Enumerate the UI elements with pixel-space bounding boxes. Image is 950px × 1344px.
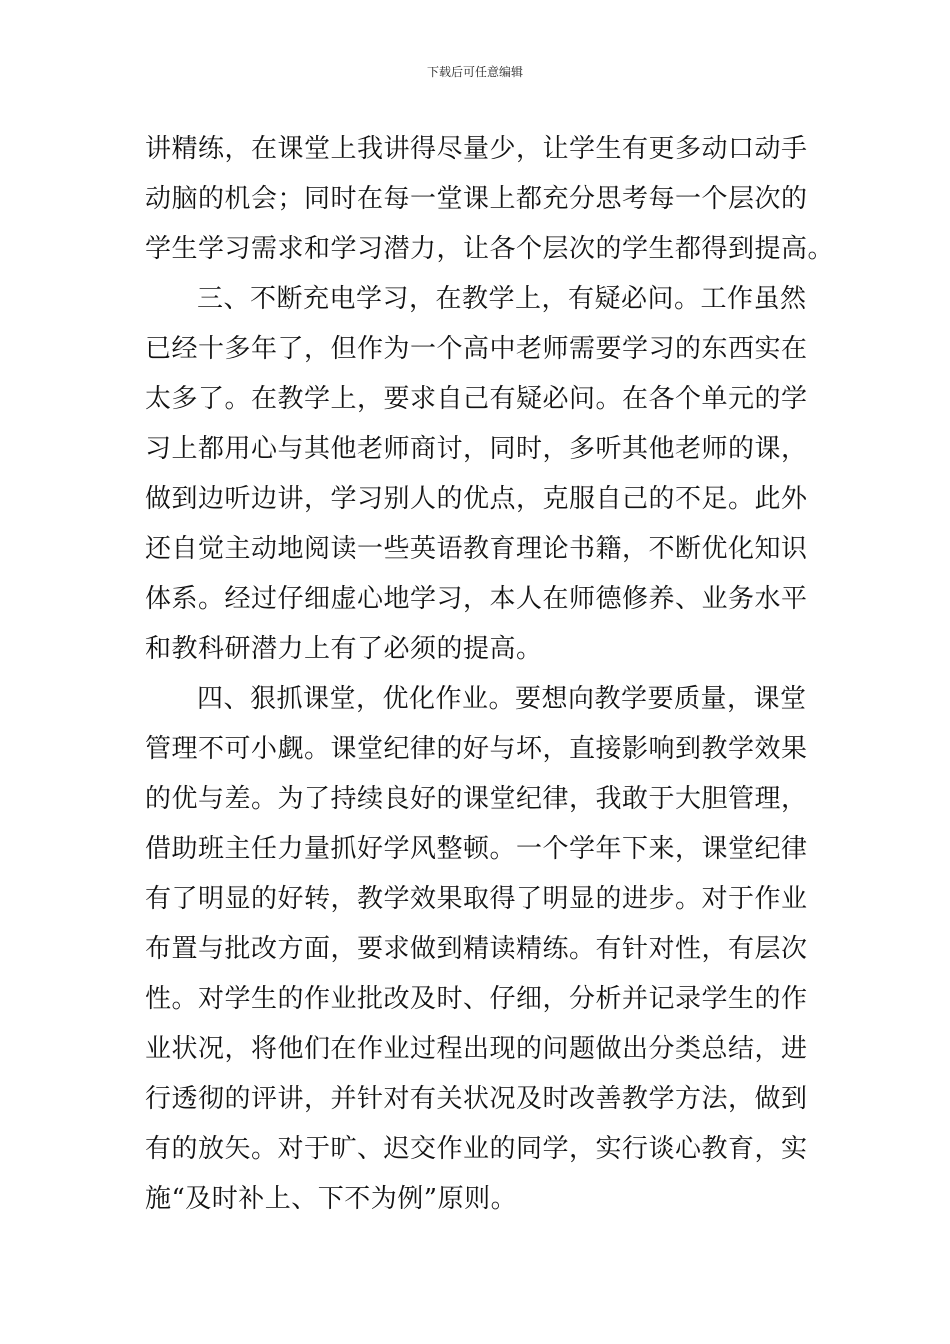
text-line: 业状况，将他们在作业过程出现的问题做出分类总结，进 (145, 1034, 808, 1064)
text-line: 性。对学生的作业批改及时、仔细，分析并记录学生的作 (145, 984, 808, 1014)
text-line: 管理不可小觑。课堂纪律的好与坏，直接影响到教学效果 (145, 734, 808, 764)
text-line: 已经十多年了，但作为一个高中老师需要学习的东西实在 (145, 334, 808, 364)
text-line: 还自觉主动地阅读一些英语教育理论书籍，不断优化知识 (145, 534, 808, 564)
text-line: 借助班主任力量抓好学风整顿。一个学年下来，课堂纪律 (145, 834, 808, 864)
text-line: 学生学习需求和学习潜力，让各个层次的学生都得到提高。 (145, 234, 835, 264)
text-line: 和教科研潜力上有了必须的提高。 (145, 634, 543, 664)
paragraph-start-line: 三、不断充电学习，在教学上，有疑必问。工作虽然 (197, 284, 807, 314)
text-line: 讲精练，在课堂上我讲得尽量少，让学生有更多动口动手 (145, 134, 808, 164)
document-body (145, 124, 835, 1224)
text-line: 有的放矢。对于旷、迟交作业的同学，实行谈心教育，实 (145, 1134, 808, 1164)
text-line: 施“及时补上、下不为例”原则。 (145, 1184, 518, 1214)
paragraph-start-line: 四、狠抓课堂，优化作业。要想向教学要质量，课堂 (197, 684, 807, 714)
text-line: 习上都用心与其他老师商讨，同时，多听其他老师的课， (145, 434, 808, 464)
text-line: 体系。经过仔细虚心地学习，本人在师德修养、业务水平 (145, 584, 808, 614)
text-line: 有了明显的好转，教学效果取得了明显的进步。对于作业 (145, 884, 808, 914)
text-line: 太多了。在教学上，要求自己有疑必问。在各个单元的学 (145, 384, 808, 414)
text-line: 的优与差。为了持续良好的课堂纪律，我敢于大胆管理， (145, 784, 808, 814)
page-header: 下载后可任意编辑 (426, 65, 523, 79)
text-line: 动脑的机会；同时在每一堂课上都充分思考每一个层次的 (145, 184, 808, 214)
text-line: 行透彻的评讲，并针对有关状况及时改善教学方法，做到 (145, 1084, 808, 1114)
text-line: 布置与批改方面，要求做到精读精练。有针对性，有层次 (145, 934, 808, 964)
text-line: 做到边听边讲，学习别人的优点，克服自己的不足。此外 (145, 484, 808, 514)
